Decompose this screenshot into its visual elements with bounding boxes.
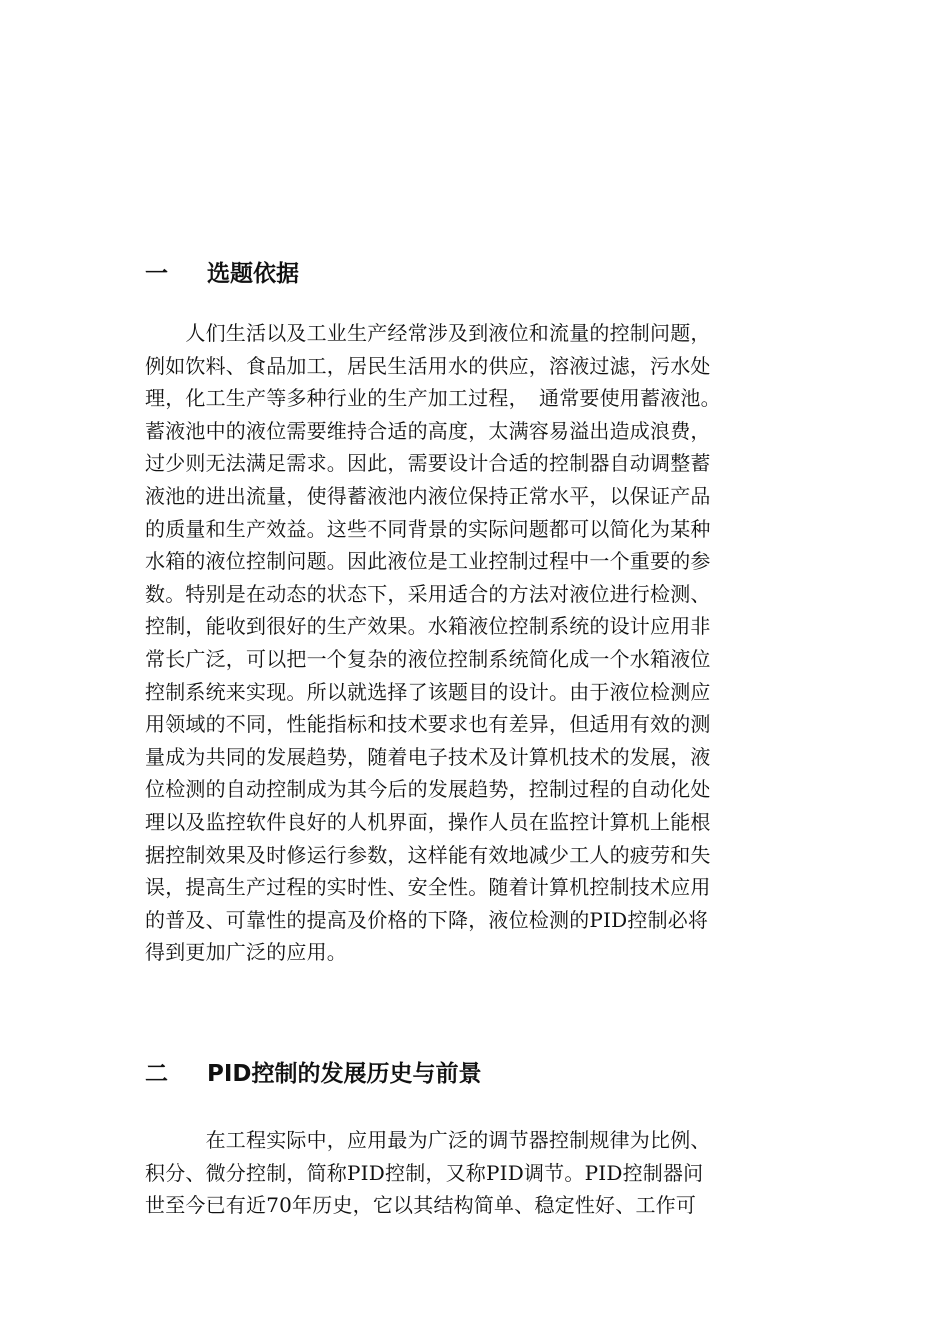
section-number: 二 xyxy=(145,1061,168,1087)
paragraph-line: 量成为共同的发展趋势，随着电子技术及计算机技术的发展，液 xyxy=(145,744,711,769)
paragraph-line: 水箱的液位控制问题。因此液位是工业控制过程中一个重要的参 xyxy=(145,549,711,574)
paragraph-line: 用领域的不同，性能指标和技术要求也有差异，但适用有效的测 xyxy=(145,712,711,737)
paragraph-line: 数。特别是在动态的状态下，采用适合的方法对液位进行检测、 xyxy=(145,581,711,606)
section-title: 选题依据 xyxy=(207,261,299,287)
paragraph-line: 理以及监控软件良好的人机界面，操作人员在监控计算机上能根 xyxy=(145,809,711,834)
paragraph-line: 据控制效果及时修运行参数，这样能有效地减少工人的疲劳和失 xyxy=(145,842,711,867)
paragraph-line: 得到更加广泛的应用。 xyxy=(145,940,347,965)
section-heading xyxy=(145,258,299,290)
section-title: PID控制的发展历史与前景 xyxy=(207,1061,482,1087)
paragraph-line: 理，化工生产等多种行业的生产加工过程， 通常要使用蓄液池。 xyxy=(145,386,721,411)
paragraph-line: 误，提高生产过程的实时性、安全性。随着计算机控制技术应用 xyxy=(145,875,711,900)
paragraph-line: 世至今已有近70年历史，它以其结构简单、稳定性好、工作可 xyxy=(145,1193,697,1218)
section-number: 一 xyxy=(145,261,168,287)
section-paragraph xyxy=(145,1124,785,1222)
paragraph-line: 过少则无法满足需求。因此，需要设计合适的控制器自动调整蓄 xyxy=(145,451,711,476)
paragraph-line: 常长广泛，可以把一个复杂的液位控制系统简化成一个水箱液位 xyxy=(145,646,711,671)
paragraph-line: 人们生活以及工业生产经常涉及到液位和流量的控制问题， xyxy=(145,321,711,345)
paragraph-line: 积分、微分控制，简称PID控制，又称PID调节。PID控制器问 xyxy=(145,1160,704,1185)
paragraph-line: 在工程实际中，应用最为广泛的调节器控制规律为比例、 xyxy=(145,1128,711,1152)
paragraph-line: 的质量和生产效益。这些不同背景的实际问题都可以简化为某种 xyxy=(145,516,711,541)
paragraph-line: 位检测的自动控制成为其今后的发展趋势，控制过程的自动化处 xyxy=(145,777,711,802)
paragraph-line: 控制系统来实现。所以就选择了该题目的设计。由于液位检测应 xyxy=(145,679,711,704)
paragraph-line: 例如饮料、食品加工，居民生活用水的供应，溶液过滤，污水处 xyxy=(145,353,711,378)
paragraph-line: 控制，能收到很好的生产效果。水箱液位控制系统的设计应用非 xyxy=(145,614,711,639)
paragraph-line: 液池的进出流量，使得蓄液池内液位保持正常水平，以保证产品 xyxy=(145,483,711,508)
section-heading xyxy=(145,1058,482,1090)
paragraph-line: 的普及、可靠性的提高及价格的下降，液位检测的PID控制必将 xyxy=(145,907,709,932)
paragraph-line: 蓄液池中的液位需要维持合适的高度，太满容易溢出造成浪费， xyxy=(145,418,711,443)
section-paragraph xyxy=(145,317,785,969)
